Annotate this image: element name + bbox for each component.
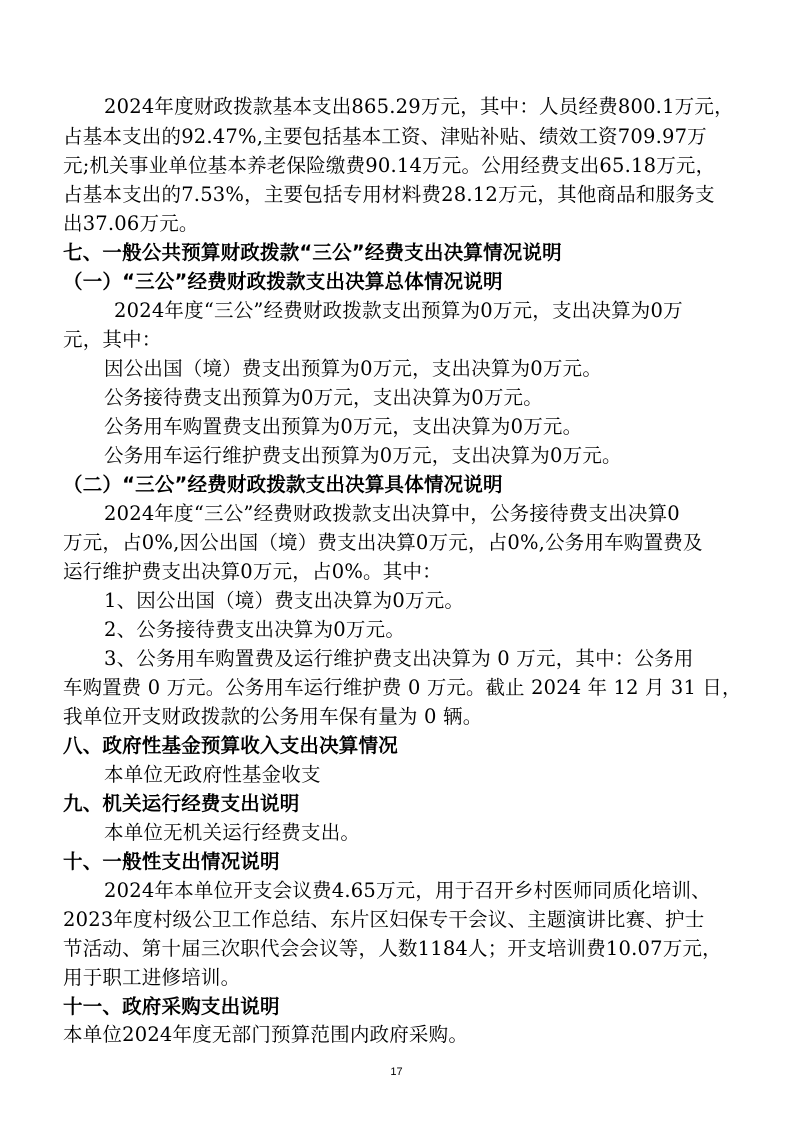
paragraph-line: 公务用车运行维护费支出预算为0万元，支出决算为0万元。 xyxy=(104,444,622,467)
paragraph-line: 3、公务用车购置费及运行维护费支出决算为 0 万元，其中：公务用 xyxy=(104,647,694,670)
paragraph-line: 车购置费 0 万元。公务用车运行维护费 0 万元。截止 2024 年 12 月 31 日， xyxy=(63,676,742,699)
paragraph-line: 我单位开支财政拨款的公务用车保有量为 0 辆。 xyxy=(63,705,483,728)
page-number: 17 xyxy=(390,1066,403,1078)
paragraph-line: 占基本支出的7.53%，主要包括专用材料费28.12万元，其他商品和服务支 xyxy=(63,183,715,206)
subsection-heading-7-1: （一）“三公”经费财政拨款支出决算总体情况说明 xyxy=(63,270,503,293)
paragraph-line: 本单位无政府性基金收支 xyxy=(104,763,321,786)
paragraph-line: 公务接待费支出预算为0万元，支出决算为0万元。 xyxy=(104,386,543,409)
section-heading-11: 十一、政府采购支出说明 xyxy=(63,995,280,1018)
paragraph-line: 1、因公出国（境）费支出决算为0万元。 xyxy=(104,589,465,612)
paragraph-line: 本单位无机关运行经费支出。 xyxy=(104,821,361,844)
paragraph-line: 2024年本单位开支会议费4.65万元，用于召开乡村医师同质化培训、 xyxy=(104,879,711,902)
paragraph-line: 节活动、第十届三次职代会会议等，人数1184人；开支培训费10.07万元， xyxy=(63,937,722,960)
section-heading-10: 十、一般性支出情况说明 xyxy=(63,850,280,873)
paragraph-line: 运行维护费支出决算0万元，占0%。其中： xyxy=(63,560,442,583)
subsection-heading-7-2: （二）“三公”经费财政拨款支出决算具体情况说明 xyxy=(63,473,503,496)
paragraph-line: 用于职工进修培训。 xyxy=(63,966,241,989)
paragraph-line: 元;机关事业单位基本养老保险缴费90.14万元。公用经费支出65.18万元， xyxy=(63,154,716,177)
paragraph-line: 2、公务接待费支出决算为0万元。 xyxy=(104,618,406,641)
paragraph-line: 2024年度财政拨款基本支出865.29万元，其中：人员经费800.1万元， xyxy=(104,95,734,118)
section-heading-9: 九、机关运行经费支出说明 xyxy=(63,792,300,815)
paragraph-line: 万元，占0%,因公出国（境）费支出决算0万元，占0%,公务用车购置费及 xyxy=(63,531,703,554)
paragraph-line: 2023年度村级公卫工作总结、东片区妇保专干会议、主题演讲比赛、护士 xyxy=(63,908,705,931)
paragraph-line: 因公出国（境）费支出预算为0万元，支出决算为0万元。 xyxy=(104,357,603,380)
paragraph-line: 本单位2024年度无部门预算范围内政府采购。 xyxy=(63,1023,469,1046)
paragraph-line: 2024年度“三公”经费财政拨款支出预算为0万元，支出决算为0万 xyxy=(114,299,683,322)
paragraph-line: 占基本支出的92.47%,主要包括基本工资、津贴补贴、绩效工资709.97万 xyxy=(63,125,707,148)
paragraph-line: 出37.06万元。 xyxy=(63,212,199,235)
paragraph-line: 公务用车购置费支出预算为0万元，支出决算为0万元。 xyxy=(104,415,583,438)
section-heading-7: 七、一般公共预算财政拨款“三公”经费支出决算情况说明 xyxy=(63,241,562,264)
paragraph-line: 2024年度“三公”经费财政拨款支出决算中，公务接待费支出决算0 xyxy=(104,502,680,525)
paragraph-line: 元，其中： xyxy=(63,328,162,351)
section-heading-8: 八、政府性基金预算收入支出决算情况 xyxy=(63,734,398,757)
